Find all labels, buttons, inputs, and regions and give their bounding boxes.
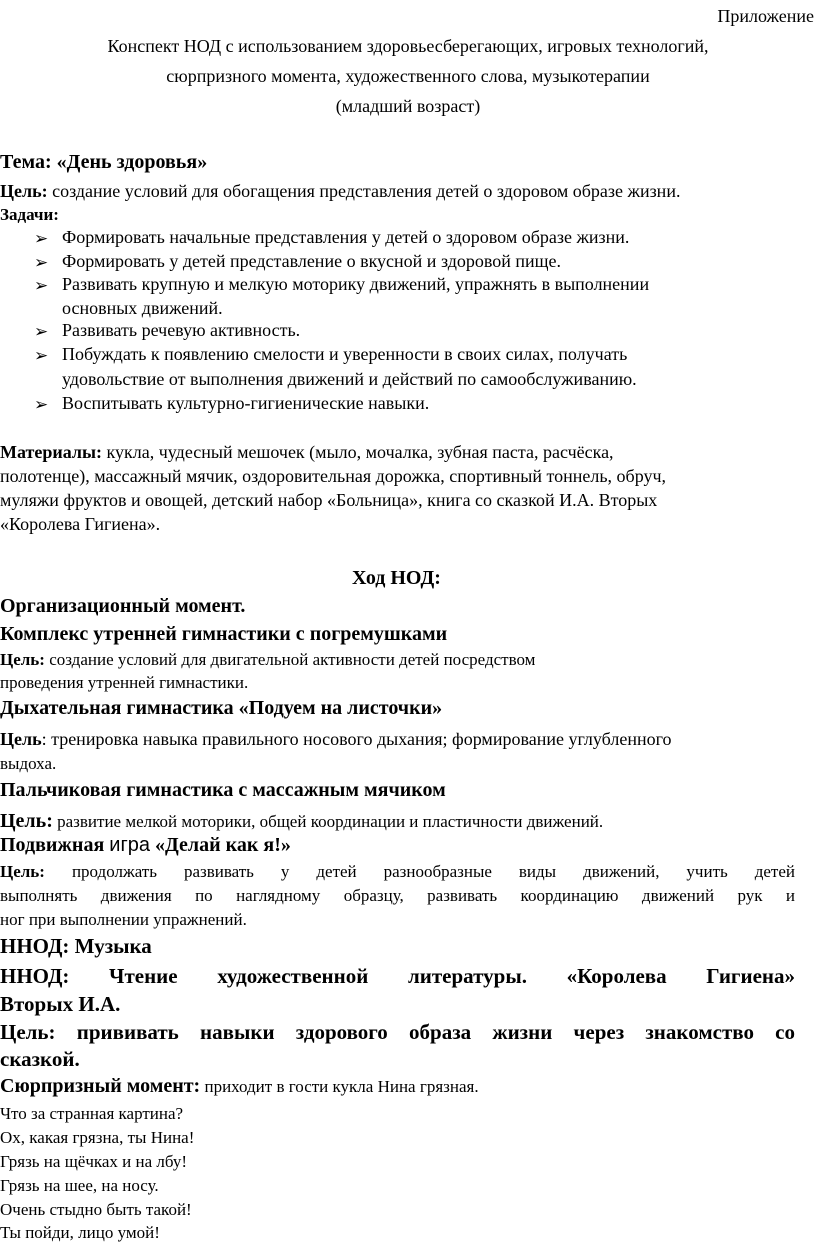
mobile-game-title-part: «Делай как я!»: [150, 834, 291, 856]
breathing-goal-line-2: выдоха.: [0, 754, 57, 773]
arrow-bullet-icon: ➢: [34, 276, 49, 296]
poem-line: Что за странная картина?: [0, 1104, 184, 1123]
mobile-game-goal-label: Цель:: [0, 862, 45, 881]
breathing-goal-line-1: [0, 729, 672, 750]
mobile-game-title-part: Подвижная: [0, 834, 110, 856]
materials-line-3: муляжи фруктов и овощей, детский набор «Больница», книга со сказкой И.А. Вторых: [0, 490, 658, 510]
mobile-game-heading: [0, 834, 291, 857]
materials-line-1: [0, 442, 614, 463]
poem-line: Очень стыдно быть такой!: [0, 1200, 192, 1219]
reading-goal-line-1: Цель: прививать навыки здорового образа жизни через знакомство со: [0, 1020, 795, 1044]
task-item: Развивать крупную и мелкую моторику движений, упражнять в выполнении: [62, 274, 650, 294]
materials-label: Материалы:: [0, 442, 103, 462]
title-line-3: (младший возраст): [335, 96, 481, 116]
breathing-heading: Дыхательная гимнастика «Подуем на листочки»: [0, 697, 443, 719]
breathing-goal-label: Цель: [0, 729, 42, 749]
arrow-bullet-icon: ➢: [34, 229, 49, 249]
mobile-game-goal-line-3: ног при выполнении упражнений.: [0, 910, 247, 929]
poem-line: Ты пойди, лицо умой!: [0, 1223, 160, 1242]
mobile-game-goal-text: продолжать развивать у детей разнообразные виды движений, учить детей: [44, 862, 795, 881]
surprise-text: приходит в гости кукла Нина грязная.: [200, 1077, 479, 1096]
title-line-2: сюрпризного момента, художественного слова, музыкотерапии: [166, 66, 650, 86]
goal-text: создание условий для обогащения представления детей о здоровом образе жизни.: [47, 181, 681, 201]
poem-line: Грязь на шее, на носу.: [0, 1176, 159, 1195]
course-heading: Ход НОД:: [352, 567, 441, 589]
task-item: Развивать речевую активность.: [62, 320, 301, 340]
task-item: Формировать у детей представление о вкусной и здоровой пище.: [62, 251, 562, 271]
arrow-bullet-icon: ➢: [34, 346, 49, 366]
task-item: Формировать начальные представления у детей о здоровом образе жизни.: [62, 227, 630, 247]
nnod-reading-line-1: ННОД: Чтение художественной литературы. «Королева Гигиена»: [0, 964, 795, 988]
mobile-game-title-word: игра: [109, 834, 150, 856]
materials-text: кукла, чудесный мешочек (мыло, мочалка, зубная паста, расчёска,: [102, 442, 614, 462]
finger-goal-label: Цель:: [0, 810, 53, 832]
task-item: Побуждать к появлению смелости и уверенности в своих силах, получать: [62, 344, 628, 364]
topic-heading: Тема: «День здоровья»: [0, 151, 208, 173]
materials-line-4: «Королева Гигиена».: [0, 514, 161, 534]
title-line-1: Конспект НОД с использованием здоровьесберегающих, игровых технологий,: [107, 36, 709, 56]
task-item-continuation: удовольствие от выполнения движений и действий по самообслуживанию.: [62, 369, 637, 389]
mobile-game-goal-line-2: выполнять движения по наглядному образцу, развивать координацию движений рук и: [0, 886, 795, 905]
surprise-line: [0, 1075, 479, 1098]
nnod-reading-line-2: Вторых И.А.: [0, 992, 121, 1016]
finger-heading: Пальчиковая гимнастика с массажным мячиком: [0, 779, 446, 801]
poem-line: Ох, какая грязна, ты Нина!: [0, 1128, 195, 1147]
task-item: Воспитывать культурно-гигиенические навыки.: [62, 393, 430, 413]
org-moment-heading: Организационный момент.: [0, 595, 246, 617]
arrow-bullet-icon: ➢: [34, 253, 49, 273]
tasks-label: Задачи:: [0, 205, 59, 224]
gymnastics-goal-line-2: проведения утренней гимнастики.: [0, 673, 249, 692]
appendix-label: Приложение: [717, 6, 814, 26]
gymnastics-goal-text: создание условий для двигательной активности детей посредством: [44, 650, 536, 669]
goal-label: Цель:: [0, 181, 48, 201]
arrow-bullet-icon: ➢: [34, 322, 49, 342]
finger-goal-line: [0, 810, 603, 833]
gymnastics-goal-line-1: [0, 650, 535, 670]
gymnastics-heading: Комплекс утренней гимнастики с погремушками: [0, 623, 448, 645]
task-item-continuation: основных движений.: [62, 298, 223, 318]
breathing-goal-text: : тренировка навыка правильного носового дыхания; формирование углубленного: [41, 729, 672, 749]
reading-goal-line-2: сказкой.: [0, 1047, 80, 1071]
mobile-game-goal-line-1: [0, 862, 795, 882]
poem-line: Грязь на щёчках и на лбу!: [0, 1152, 188, 1171]
gymnastics-goal-label: Цель:: [0, 650, 45, 669]
materials-line-2: полотенце), массажный мячик, оздоровительная дорожка, спортивный тоннель, обруч,: [0, 466, 667, 486]
arrow-bullet-icon: ➢: [34, 395, 49, 415]
goal-line: [0, 181, 680, 202]
nnod-music-heading: ННОД: Музыка: [0, 934, 152, 958]
surprise-label: Сюрпризный момент:: [0, 1075, 201, 1097]
finger-goal-text: развитие мелкой моторики, общей координации и пластичности движений.: [52, 812, 604, 831]
